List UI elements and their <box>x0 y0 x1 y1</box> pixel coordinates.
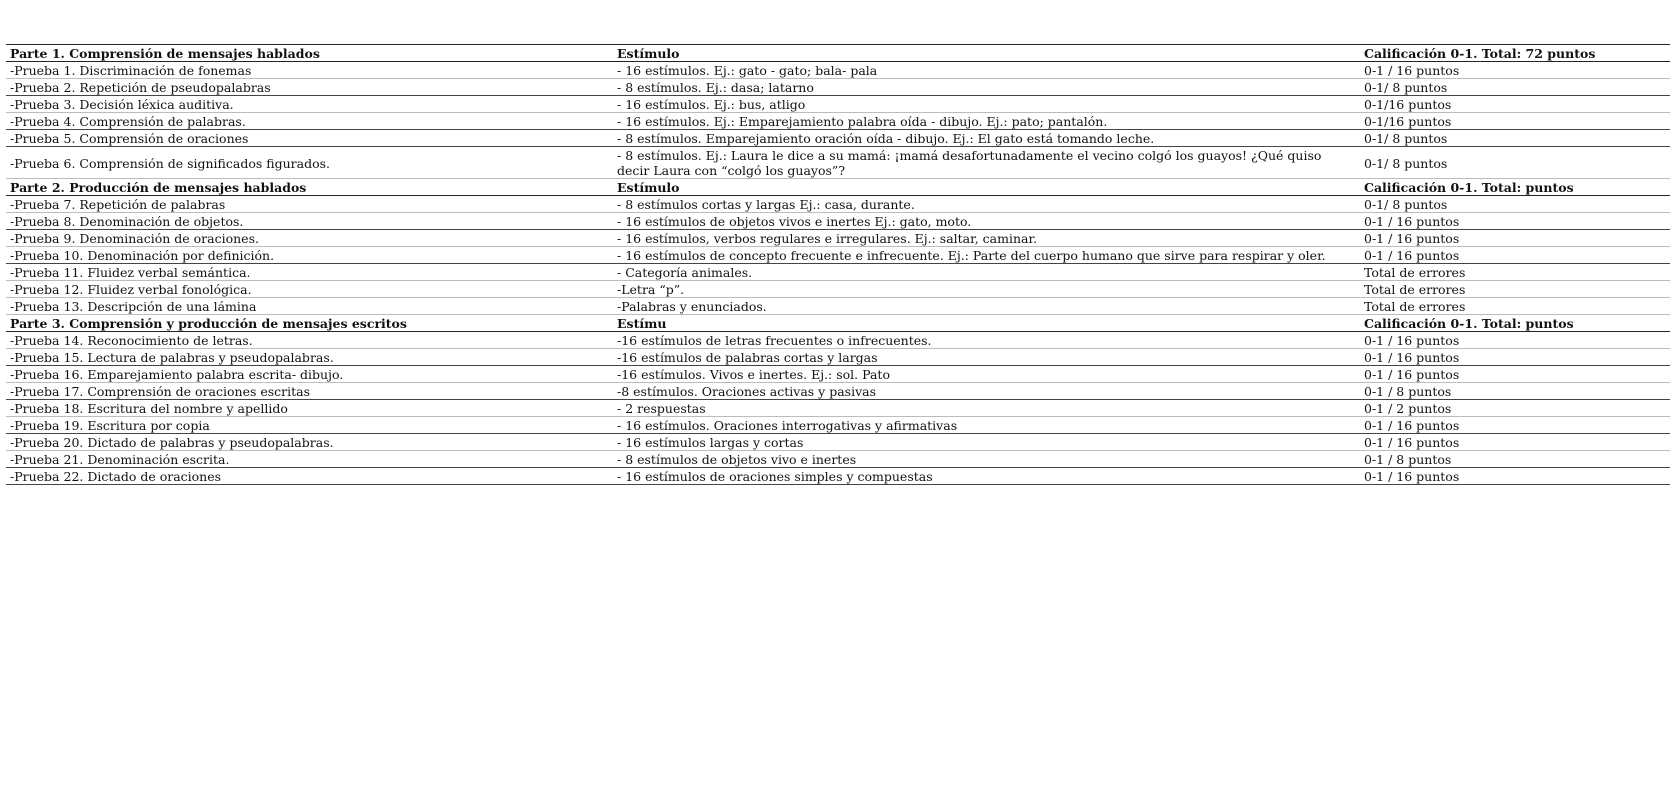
test-stimulus: -Letra “p”. <box>613 281 1360 298</box>
stimulus-header: Estímu <box>613 315 1360 332</box>
test-score: 0-1 / 16 puntos <box>1360 366 1670 383</box>
test-stimulus: - 8 estímulos. Ej.: Laura le dice a su mamá: ¡mamá desafortunadamente el vecino colgó los guayos! ¿Qué quiso decir Laura con “colgó los guayos”? <box>613 147 1360 179</box>
test-table <box>6 44 1670 485</box>
table-row <box>6 213 1670 230</box>
test-score: 0-1 / 16 puntos <box>1360 349 1670 366</box>
test-name: -Prueba 3. Decisión léxica auditiva. <box>6 96 613 113</box>
test-name: -Prueba 1. Discriminación de fonemas <box>6 62 613 79</box>
test-score: 0-1/ 8 puntos <box>1360 147 1670 179</box>
test-name: -Prueba 15. Lectura de palabras y pseudopalabras. <box>6 349 613 366</box>
test-score: 0-1 / 16 puntos <box>1360 332 1670 349</box>
test-name: -Prueba 4. Comprensión de palabras. <box>6 113 613 130</box>
test-score: 0-1/ 8 puntos <box>1360 196 1670 213</box>
test-score: 0-1 / 16 puntos <box>1360 62 1670 79</box>
table-row <box>6 264 1670 281</box>
test-score: 0-1/ 8 puntos <box>1360 130 1670 147</box>
test-name: -Prueba 22. Dictado de oraciones <box>6 468 613 485</box>
test-score: 0-1 / 16 puntos <box>1360 230 1670 247</box>
test-score: Total de errores <box>1360 264 1670 281</box>
table-row <box>6 281 1670 298</box>
test-stimulus: - 16 estímulos. Ej.: bus, atligo <box>613 96 1360 113</box>
table-row <box>6 230 1670 247</box>
stimulus-header: Estímulo <box>613 45 1360 62</box>
test-stimulus: - Categoría animales. <box>613 264 1360 281</box>
test-score: 0-1 / 2 puntos <box>1360 400 1670 417</box>
test-stimulus: - 8 estímulos de objetos vivo e inertes <box>613 451 1360 468</box>
score-header: Calificación 0-1. Total: 72 puntos <box>1360 45 1670 62</box>
test-stimulus: - 8 estímulos. Emparejamiento oración oída - dibujo. Ej.: El gato está tomando leche. <box>613 130 1360 147</box>
test-score: Total de errores <box>1360 281 1670 298</box>
section-title: Parte 2. Producción de mensajes hablados <box>6 179 613 196</box>
table-row <box>6 332 1670 349</box>
test-name: -Prueba 21. Denominación escrita. <box>6 451 613 468</box>
section-title: Parte 1. Comprensión de mensajes hablados <box>6 45 613 62</box>
section-header-row <box>6 45 1670 62</box>
test-stimulus: - 16 estímulos de concepto frecuente e infrecuente. Ej.: Parte del cuerpo humano que sirve para respirar y oler. <box>613 247 1360 264</box>
table-row <box>6 130 1670 147</box>
table-row <box>6 468 1670 485</box>
test-stimulus: - 16 estímulos. Ej.: Emparejamiento palabra oída - dibujo. Ej.: pato; pantalón. <box>613 113 1360 130</box>
test-name: -Prueba 18. Escritura del nombre y apellido <box>6 400 613 417</box>
test-stimulus: - 16 estímulos. Ej.: gato - gato; bala- pala <box>613 62 1360 79</box>
test-score: 0-1 / 16 puntos <box>1360 434 1670 451</box>
test-score: 0-1 / 16 puntos <box>1360 213 1670 230</box>
test-score: 0-1 / 8 puntos <box>1360 451 1670 468</box>
test-name: -Prueba 2. Repetición de pseudopalabras <box>6 79 613 96</box>
test-table-container <box>6 44 1670 485</box>
test-score: Total de errores <box>1360 298 1670 315</box>
test-name: -Prueba 16. Emparejamiento palabra escrita- dibujo. <box>6 366 613 383</box>
test-name: -Prueba 9. Denominación de oraciones. <box>6 230 613 247</box>
test-stimulus: -8 estímulos. Oraciones activas y pasivas <box>613 383 1360 400</box>
section-header-row <box>6 315 1670 332</box>
table-row <box>6 400 1670 417</box>
test-stimulus: - 16 estímulos. Oraciones interrogativas y afirmativas <box>613 417 1360 434</box>
test-stimulus: -16 estímulos de letras frecuentes o infrecuentes. <box>613 332 1360 349</box>
test-name: -Prueba 13. Descripción de una lámina <box>6 298 613 315</box>
test-name: -Prueba 10. Denominación por definición. <box>6 247 613 264</box>
table-row <box>6 62 1670 79</box>
test-name: -Prueba 14. Reconocimiento de letras. <box>6 332 613 349</box>
table-row <box>6 434 1670 451</box>
test-score: 0-1/16 puntos <box>1360 96 1670 113</box>
test-stimulus: - 8 estímulos cortas y largas Ej.: casa, durante. <box>613 196 1360 213</box>
test-name: -Prueba 5. Comprensión de oraciones <box>6 130 613 147</box>
test-stimulus: -Palabras y enunciados. <box>613 298 1360 315</box>
section-header-row <box>6 179 1670 196</box>
table-row <box>6 147 1670 179</box>
test-name: -Prueba 8. Denominación de objetos. <box>6 213 613 230</box>
test-score: 0-1 / 8 puntos <box>1360 383 1670 400</box>
test-stimulus: - 16 estímulos de oraciones simples y compuestas <box>613 468 1360 485</box>
section-title: Parte 3. Comprensión y producción de mensajes escritos <box>6 315 613 332</box>
table-row <box>6 451 1670 468</box>
table-row <box>6 79 1670 96</box>
table-row <box>6 113 1670 130</box>
test-stimulus: - 2 respuestas <box>613 400 1360 417</box>
test-stimulus: - 8 estímulos. Ej.: dasa; latarno <box>613 79 1360 96</box>
score-header: Calificación 0-1. Total: puntos <box>1360 179 1670 196</box>
test-stimulus: - 16 estímulos largas y cortas <box>613 434 1360 451</box>
table-row <box>6 383 1670 400</box>
test-name: -Prueba 7. Repetición de palabras <box>6 196 613 213</box>
test-stimulus: -16 estímulos. Vivos e inertes. Ej.: sol. Pato <box>613 366 1360 383</box>
test-name: -Prueba 19. Escritura por copia <box>6 417 613 434</box>
table-row <box>6 196 1670 213</box>
test-name: -Prueba 12. Fluidez verbal fonológica. <box>6 281 613 298</box>
test-score: 0-1/ 8 puntos <box>1360 79 1670 96</box>
test-name: -Prueba 17. Comprensión de oraciones escritas <box>6 383 613 400</box>
table-row <box>6 349 1670 366</box>
test-score: 0-1 / 16 puntos <box>1360 417 1670 434</box>
stimulus-header: Estímulo <box>613 179 1360 196</box>
test-name: -Prueba 11. Fluidez verbal semántica. <box>6 264 613 281</box>
test-score: 0-1 / 16 puntos <box>1360 247 1670 264</box>
table-row <box>6 417 1670 434</box>
test-name: -Prueba 20. Dictado de palabras y pseudopalabras. <box>6 434 613 451</box>
table-row <box>6 366 1670 383</box>
test-score: 0-1/16 puntos <box>1360 113 1670 130</box>
table-row <box>6 96 1670 113</box>
test-name: -Prueba 6. Comprensión de significados figurados. <box>6 147 613 179</box>
test-stimulus: - 16 estímulos de objetos vivos e inertes Ej.: gato, moto. <box>613 213 1360 230</box>
test-stimulus: - 16 estímulos, verbos regulares e irregulares. Ej.: saltar, caminar. <box>613 230 1360 247</box>
score-header: Calificación 0-1. Total: puntos <box>1360 315 1670 332</box>
test-stimulus: -16 estímulos de palabras cortas y largas <box>613 349 1360 366</box>
test-score: 0-1 / 16 puntos <box>1360 468 1670 485</box>
table-row <box>6 247 1670 264</box>
table-row <box>6 298 1670 315</box>
